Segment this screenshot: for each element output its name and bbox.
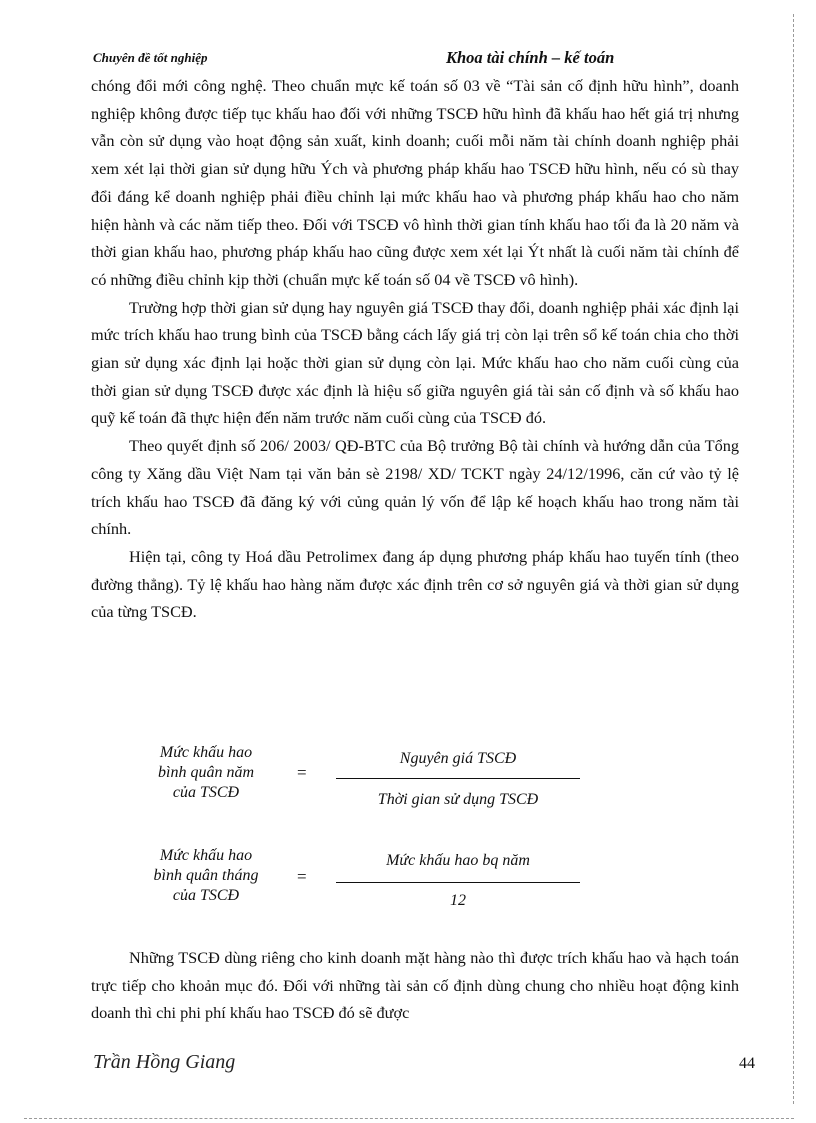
page-number: 44 [739, 1055, 755, 1072]
page-border-bottom [24, 1118, 794, 1119]
formula2-fraction-bar [336, 882, 580, 883]
header-right: Khoa tài chính – kế toán [446, 48, 615, 67]
formula2-numerator: Mức khấu hao bq năm [386, 852, 530, 869]
formula2-denominator: 12 [450, 892, 466, 909]
footer-author: Trần Hồng Giang [93, 1051, 236, 1073]
closing-body-text [91, 944, 739, 1027]
formula2-equals: = [297, 867, 307, 886]
body-text [91, 72, 739, 626]
paragraph-2: Trường hợp thời gian sử dụng hay nguyên giá TSCĐ thay đổi, doanh nghiệp phải xác định lại mức trích khấu hao trung bình của TSCĐ bằng cách lấy giá trị còn lại trên sổ kế toán chia cho thời gian sử dụng xác định lại hoặc thời gian sử dụng còn lại. Mức khấu hao cho năm cuối cùng của thời gian sử dụng TSCĐ được xác định là hiệu số giữa nguyên giá tài sản cố định và số khấu hao quỹ kế toán đã thực hiện đến năm trước năm cuối cùng của TSCĐ đó. [91, 297, 739, 428]
formula1-denominator: Thời gian sử dụng TSCĐ [377, 791, 539, 808]
formula1-label-line3: của TSCĐ [172, 784, 240, 801]
formula1-label-line1: Mức khấu hao [159, 744, 253, 761]
formula1-equals: = [297, 763, 307, 782]
header-left: Chuyên đề tốt nghiệp [93, 50, 208, 65]
paragraph-1: chóng đổi mới công nghệ. Theo chuẩn mực kế toán số 03 về “Tài sản cố định hữu hình”, doanh nghiệp không được tiếp tục khấu hao đối với những TSCĐ hữu hình đã khấu hao hết giá trị nhưng vẫn còn sử dụng vào hoạt động sản xuất, kinh doanh; cuối mỗi năm tài chính doanh nghiệp phải xem xét lại thời gian sử dụng hữu Ých và phương pháp khấu hao TSCĐ hữu hình, nếu có sù thay đổi đáng kể doanh nghiệp phải điều chỉnh lại mức khấu hao và phương pháp khấu hao cho năm hiện hành và các năm tiếp theo. Đối với TSCĐ vô hình thời gian tính khấu hao tối đa là 20 năm và thời gian khấu hao, phương pháp khấu hao cũng được xem xét lại Ýt nhất là cuối năm tài chính để có những điều chỉnh kịp thời (chuẩn mực kế toán số 04 về TSCĐ vô hình). [91, 76, 739, 289]
formula1-label-line2: bình quân năm [158, 764, 254, 781]
paragraph-5: Những TSCĐ dùng riêng cho kinh doanh mặt hàng nào thì được trích khấu hao và hạch toán trực tiếp cho khoản mục đó. Đối với những tài sản cố định dùng chung cho nhiều hoạt động kinh doanh thì chi phi phí khấu hao TSCĐ đó sẽ được [91, 948, 739, 1023]
page-border-right [793, 14, 794, 1104]
formula2-label-line1: Mức khấu hao [159, 847, 253, 864]
formula2-label-line3: của TSCĐ [172, 887, 240, 904]
formula1-fraction-bar [336, 778, 580, 779]
formula2-label [141, 846, 271, 906]
formula1-numerator: Nguyên giá TSCĐ [399, 750, 517, 767]
paragraph-3: Theo quyết định số 206/ 2003/ QĐ-BTC của Bộ trưởng Bộ tài chính và hướng dẫn của Tổng công ty Xăng dầu Việt Nam tại văn bản sè 2198/ XD/ TCKT ngày 24/12/1996, căn cứ vào tỷ lệ trích khấu hao TSCĐ đã đăng ký với củng quản lý vốn để lập kế hoạch khấu hao trong năm tài chính. [91, 436, 739, 539]
paragraph-4: Hiện tại, công ty Hoá dầu Petrolimex đang áp dụng phương pháp khấu hao tuyến tính (theo đường thẳng). Tỷ lệ khấu hao hàng năm được xác định trên cơ sở nguyên giá và thời gian sử dụng của từng TSCĐ. [91, 546, 739, 622]
formula1-label [141, 743, 271, 803]
formula2-label-line2: bình quân tháng [153, 867, 259, 884]
